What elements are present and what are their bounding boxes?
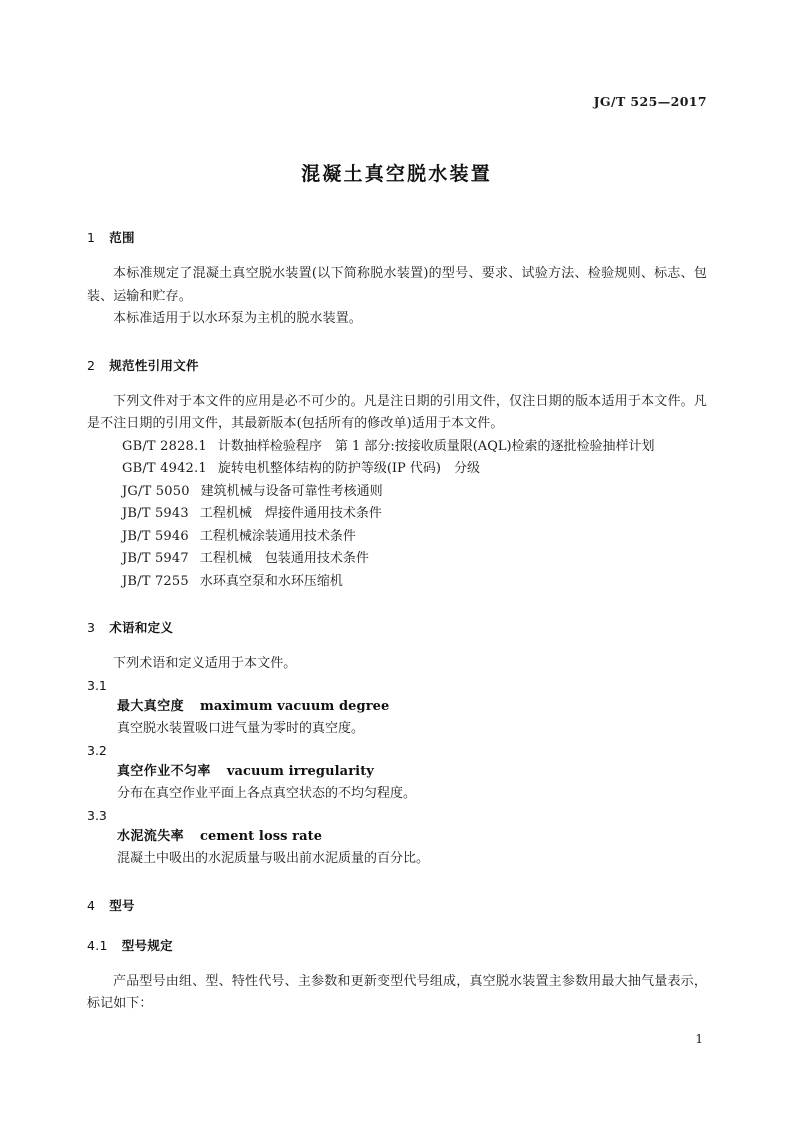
term-name-cn: 真空作业不匀率 <box>117 763 211 779</box>
normative-references-list <box>87 436 707 594</box>
section-4-1-paragraph-1: 产品型号由组、型、特性代号、主参数和更新变型代号组成，真空脱水装置主参数用最大抽气量表示，标记如下： <box>87 973 707 1011</box>
term-number-3-2: 3.2 <box>87 742 107 758</box>
section-title-4: 型号 <box>109 897 135 913</box>
reference-code: JB/T 5947 <box>122 551 189 566</box>
reference-item <box>122 571 707 594</box>
section-3-paragraph-1: 下列术语和定义适用于本文件。 <box>113 656 297 671</box>
reference-item <box>122 436 707 459</box>
section-number-3: 3 <box>87 620 96 635</box>
section-heading-1 <box>87 228 707 246</box>
section-heading-3 <box>87 618 707 636</box>
term-number-3-3: 3.3 <box>87 807 107 823</box>
term-name-en: maximum vacuum degree <box>200 698 390 714</box>
term-name-en: vacuum irregularity <box>226 763 374 779</box>
section-heading-2 <box>87 356 707 374</box>
reference-code: JB/T 7255 <box>122 573 189 589</box>
reference-code: GB/T 4942.1 <box>122 461 207 476</box>
section-2-paragraph-1: 下列文件对于本文件的应用是必不可少的。凡是注日期的引用文件，仅注日期的版本适用于本文件。凡是不注日期的引用文件，其最新版本(包括所有的修改单)适用于本文件。 <box>87 393 707 431</box>
reference-item <box>122 458 707 481</box>
reference-code: JB/T 5943 <box>122 506 189 521</box>
reference-item <box>122 481 707 504</box>
section-title-4-1: 型号规定 <box>121 937 173 953</box>
term-heading-3-3 <box>117 826 707 849</box>
term-definition-3-1: 真空脱水装置吸口进气量为零时的真空度。 <box>117 721 365 736</box>
running-header-standard-code: JG/T 525—2017 <box>593 94 707 109</box>
reference-title: 工程机械 焊接件通用技术条件 <box>199 506 382 521</box>
term-definition-3-2: 分布在真空作业平面上各点真空状态的不均匀程度。 <box>117 786 417 801</box>
document-body <box>87 228 707 1016</box>
term-heading-3-1 <box>117 696 707 719</box>
section-title-2: 规范性引用文件 <box>109 357 199 373</box>
reference-code: GB/T 2828.1 <box>122 438 207 454</box>
reference-code: JB/T 5946 <box>122 528 189 544</box>
section-heading-4-1 <box>87 936 707 954</box>
section-heading-4 <box>87 896 707 914</box>
term-heading-3-2 <box>117 761 707 784</box>
reference-item <box>122 503 707 526</box>
term-name-cn: 最大真空度 <box>117 698 185 714</box>
section-1-paragraph-2: 本标准适用于以水环泵为主机的脱水装置。 <box>113 311 362 326</box>
term-number-3-1: 3.1 <box>87 677 107 693</box>
reference-item <box>122 526 707 549</box>
section-title-1: 范围 <box>109 230 135 245</box>
section-number-4-1: 4.1 <box>87 937 108 953</box>
reference-code: JG/T 5050 <box>122 483 190 499</box>
section-1-paragraph-1: 本标准规定了混凝土真空脱水装置(以下简称脱水装置)的型号、要求、试验方法、检验规则、标志、包装、运输和贮存。 <box>87 266 707 304</box>
reference-title: 建筑机械与设备可靠性考核通则 <box>200 483 383 499</box>
section-title-3: 术语和定义 <box>109 620 174 635</box>
term-name-cn: 水泥流失率 <box>117 828 185 844</box>
section-number-4: 4 <box>87 897 96 913</box>
term-name-en: cement loss rate <box>200 828 323 844</box>
reference-title: 计数抽样检验程序 第 1 部分:按接收质量限(AQL)检索的逐批检验抽样计划 <box>217 438 655 454</box>
reference-title: 水环真空泵和水环压缩机 <box>199 573 343 589</box>
reference-title: 工程机械涂装通用技术条件 <box>199 528 356 544</box>
reference-item <box>122 548 707 571</box>
reference-title: 旋转电机整体结构的防护等级(IP 代码) 分级 <box>217 461 480 476</box>
section-number-1: 1 <box>87 230 96 245</box>
document-title: 混凝土真空脱水装置 <box>301 163 492 185</box>
term-definition-3-3: 混凝土中吸出的水泥质量与吸出前水泥质量的百分比。 <box>117 851 430 866</box>
page-number: 1 <box>695 1032 703 1046</box>
section-number-2: 2 <box>87 357 96 373</box>
reference-title: 工程机械 包装通用技术条件 <box>199 551 369 566</box>
